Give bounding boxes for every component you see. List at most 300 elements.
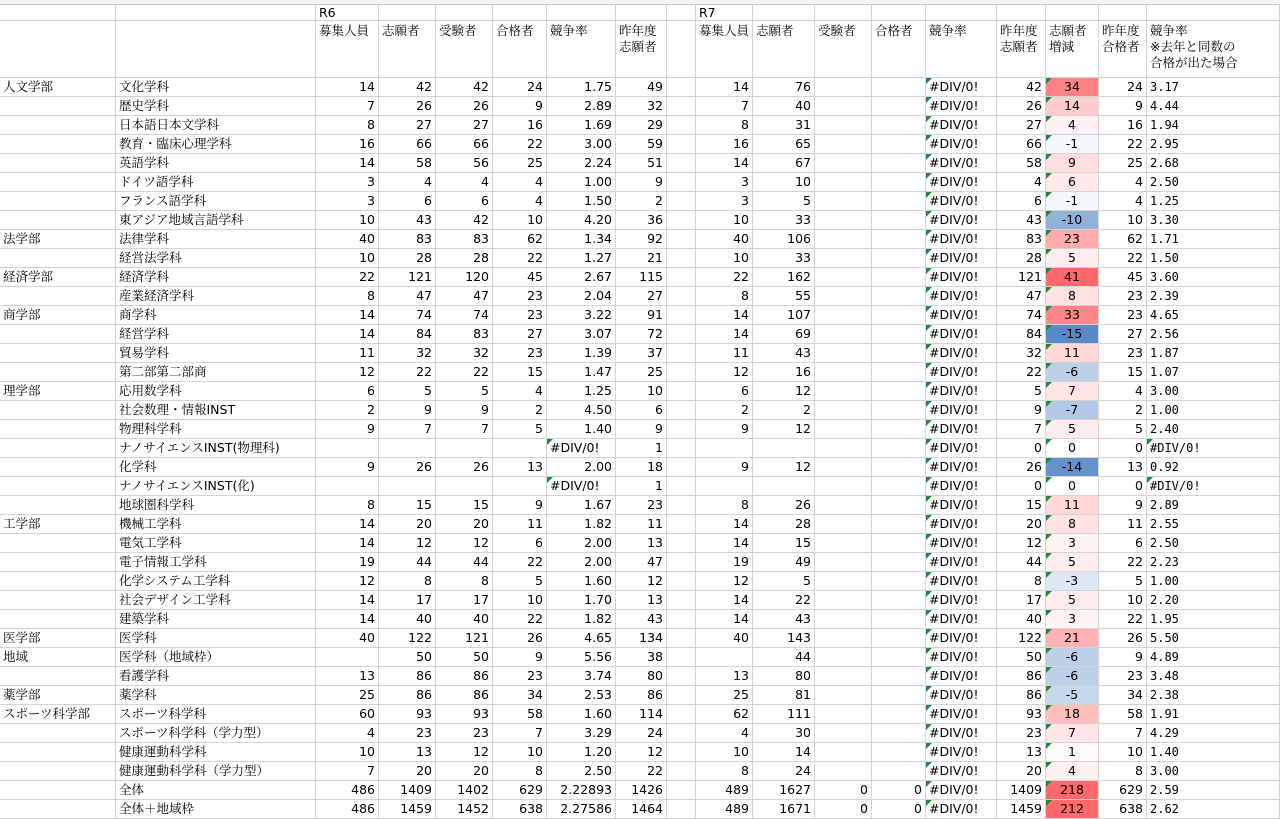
r7-value-cell[interactable]	[815, 306, 872, 325]
r7-value-cell[interactable]: 3.48	[1147, 667, 1280, 686]
r7-value-cell[interactable]	[872, 420, 926, 439]
r6-value-cell[interactable]: 10	[316, 249, 379, 268]
r7-value-cell[interactable]: 2.68	[1147, 154, 1280, 173]
r6-value-cell[interactable]: 47	[379, 287, 436, 306]
r7-value-cell[interactable]: 13	[1099, 458, 1147, 477]
r6-value-cell[interactable]: 23	[379, 724, 436, 743]
r6-value-cell[interactable]: 14	[316, 154, 379, 173]
change-cell[interactable]: -10	[1046, 211, 1099, 230]
r6-value-cell[interactable]: 13	[316, 667, 379, 686]
r6-value-cell[interactable]: 1.60	[547, 705, 616, 724]
r7-value-cell[interactable]: #DIV/0!	[926, 515, 997, 534]
r6-value-cell[interactable]: 3	[316, 192, 379, 211]
r6-value-cell[interactable]: 1.20	[547, 743, 616, 762]
dept-cell[interactable]	[0, 591, 116, 610]
cell-empty[interactable]	[667, 325, 696, 344]
r7-value-cell[interactable]: 5	[753, 192, 815, 211]
r7-value-cell[interactable]: 43	[753, 610, 815, 629]
r6-value-cell[interactable]: 1452	[436, 800, 493, 819]
r7-value-cell[interactable]: 9	[696, 420, 753, 439]
r7-value-cell[interactable]	[815, 325, 872, 344]
r7-value-cell[interactable]	[872, 135, 926, 154]
r7-value-cell[interactable]: 7	[696, 97, 753, 116]
r6-value-cell[interactable]: 2.00	[547, 458, 616, 477]
r7-value-cell[interactable]: #DIV/0!	[926, 230, 997, 249]
r7-value-cell[interactable]: 23	[1099, 287, 1147, 306]
r7-value-cell[interactable]: 0	[872, 781, 926, 800]
r7-value-cell[interactable]: 2	[753, 401, 815, 420]
r6-value-cell[interactable]: 15	[379, 496, 436, 515]
r7-value-cell[interactable]	[815, 610, 872, 629]
r6-value-cell[interactable]: 83	[436, 230, 493, 249]
r6-value-cell[interactable]: 42	[436, 211, 493, 230]
change-cell[interactable]: 18	[1046, 705, 1099, 724]
r7-value-cell[interactable]	[872, 363, 926, 382]
r7-value-cell[interactable]: 40	[997, 610, 1046, 629]
r6-value-cell[interactable]: 2.89	[547, 97, 616, 116]
r6-value-cell[interactable]: 32	[379, 344, 436, 363]
r6-value-cell[interactable]: 26	[436, 458, 493, 477]
r6-value-cell[interactable]: 2	[616, 192, 667, 211]
r7-value-cell[interactable]	[815, 705, 872, 724]
r6-value-cell[interactable]: 2.22893	[547, 781, 616, 800]
r7-value-cell[interactable]	[815, 629, 872, 648]
r7-value-cell[interactable]	[815, 363, 872, 382]
r6-value-cell[interactable]: 5	[493, 572, 547, 591]
r7-value-cell[interactable]: 16	[753, 363, 815, 382]
r7-value-cell[interactable]: 0	[1099, 477, 1147, 496]
cell-empty[interactable]	[667, 553, 696, 572]
r6-value-cell[interactable]: 20	[436, 762, 493, 781]
r7-value-cell[interactable]	[815, 249, 872, 268]
r7-value-cell[interactable]	[872, 762, 926, 781]
r6-value-cell[interactable]: 1.39	[547, 344, 616, 363]
cell-empty[interactable]	[667, 173, 696, 192]
r7-value-cell[interactable]	[815, 287, 872, 306]
r7-value-cell[interactable]: 12	[753, 420, 815, 439]
r6-value-cell[interactable]: 27	[379, 116, 436, 135]
r6-value-cell[interactable]: 7	[316, 97, 379, 116]
r7-value-cell[interactable]: 28	[997, 249, 1046, 268]
r6-value-cell[interactable]: 4.20	[547, 211, 616, 230]
subject-cell[interactable]: 東アジア地域言語学科	[116, 211, 316, 230]
r7-value-cell[interactable]	[815, 458, 872, 477]
r7-value-cell[interactable]: 62	[696, 705, 753, 724]
r7-value-cell[interactable]: 2	[1099, 401, 1147, 420]
dept-cell[interactable]	[0, 344, 116, 363]
r7-value-cell[interactable]	[815, 762, 872, 781]
r6-value-cell[interactable]: 13	[616, 534, 667, 553]
r6-value-cell[interactable]: 40	[379, 610, 436, 629]
r7-value-cell[interactable]	[815, 154, 872, 173]
subject-cell[interactable]: 健康運動科学科	[116, 743, 316, 762]
r6-value-cell[interactable]: 4.65	[547, 629, 616, 648]
r7-value-cell[interactable]: 69	[753, 325, 815, 344]
r7-value-cell[interactable]: 14	[753, 743, 815, 762]
r6-value-cell[interactable]: 36	[616, 211, 667, 230]
r6-value-cell[interactable]: 1	[616, 439, 667, 458]
dept-cell[interactable]	[0, 800, 116, 819]
r7-value-cell[interactable]	[872, 97, 926, 116]
r6-value-cell[interactable]: 12	[616, 743, 667, 762]
r6-value-cell[interactable]: 7	[493, 724, 547, 743]
r6-value-cell[interactable]: 4.50	[547, 401, 616, 420]
r7-value-cell[interactable]: 4	[1099, 173, 1147, 192]
subject-cell[interactable]: 経営法学科	[116, 249, 316, 268]
r7-value-cell[interactable]	[872, 572, 926, 591]
cell-empty[interactable]	[926, 4, 997, 21]
r6-value-cell[interactable]: 20	[379, 515, 436, 534]
r6-value-cell[interactable]: 62	[493, 230, 547, 249]
r7-value-cell[interactable]: 4	[696, 724, 753, 743]
r7-value-cell[interactable]	[872, 116, 926, 135]
r6-value-cell[interactable]: 51	[616, 154, 667, 173]
subject-cell[interactable]: 全体＋地域枠	[116, 800, 316, 819]
r7-value-cell[interactable]: 47	[997, 287, 1046, 306]
r6-value-cell[interactable]: 13	[616, 591, 667, 610]
dept-cell[interactable]: 工学部	[0, 515, 116, 534]
subject-cell[interactable]: 医学科（地域枠）	[116, 648, 316, 667]
r7-value-cell[interactable]: 22	[1099, 249, 1147, 268]
r6-value-cell[interactable]: 23	[493, 306, 547, 325]
r7-value-cell[interactable]	[815, 192, 872, 211]
r7-value-cell[interactable]: 4.29	[1147, 724, 1280, 743]
r7-value-cell[interactable]: 10	[1099, 211, 1147, 230]
subject-cell[interactable]: 社会数理・情報INST	[116, 401, 316, 420]
r7-value-cell[interactable]: 2.20	[1147, 591, 1280, 610]
r7-value-cell[interactable]: 4	[1099, 382, 1147, 401]
r7-value-cell[interactable]: 22	[753, 591, 815, 610]
r6-value-cell[interactable]: 22	[316, 268, 379, 287]
r6-value-cell[interactable]: 4	[379, 173, 436, 192]
change-cell[interactable]: 11	[1046, 344, 1099, 363]
r6-value-cell[interactable]: 8	[436, 572, 493, 591]
r6-value-cell[interactable]: 10	[316, 211, 379, 230]
r7-value-cell[interactable]: 1.94	[1147, 116, 1280, 135]
r6-value-cell[interactable]: 10	[316, 743, 379, 762]
subject-cell[interactable]: ナノサイエンスINST(化)	[116, 477, 316, 496]
r7-value-cell[interactable]: 50	[997, 648, 1046, 667]
r7-value-cell[interactable]	[815, 743, 872, 762]
change-cell[interactable]: 7	[1046, 382, 1099, 401]
dept-cell[interactable]	[0, 496, 116, 515]
cell-empty[interactable]	[667, 97, 696, 116]
r7-value-cell[interactable]: #DIV/0!	[926, 135, 997, 154]
r6-value-cell[interactable]: 2	[493, 401, 547, 420]
r7-value-cell[interactable]: 26	[1099, 629, 1147, 648]
change-cell[interactable]: -6	[1046, 667, 1099, 686]
dept-cell[interactable]	[0, 762, 116, 781]
r7-value-cell[interactable]: 1627	[753, 781, 815, 800]
r7-value-cell[interactable]	[815, 648, 872, 667]
dept-cell[interactable]	[0, 477, 116, 496]
cell-empty[interactable]	[667, 648, 696, 667]
r6-value-cell[interactable]: 50	[436, 648, 493, 667]
r6-value-cell[interactable]: 72	[616, 325, 667, 344]
change-cell[interactable]: -15	[1046, 325, 1099, 344]
r6-value-cell[interactable]: 4	[493, 173, 547, 192]
dept-cell[interactable]	[0, 439, 116, 458]
cell-empty[interactable]	[667, 610, 696, 629]
subject-cell[interactable]: フランス語学科	[116, 192, 316, 211]
r6-value-cell[interactable]: 26	[379, 458, 436, 477]
r6-value-cell[interactable]: 121	[379, 268, 436, 287]
cell-empty[interactable]	[547, 4, 616, 21]
r7-value-cell[interactable]: 489	[696, 781, 753, 800]
r7-value-cell[interactable]: 2.50	[1147, 173, 1280, 192]
r6-value-cell[interactable]: 1.82	[547, 515, 616, 534]
r7-value-cell[interactable]: 8	[696, 287, 753, 306]
r7-value-cell[interactable]: 7	[997, 420, 1046, 439]
cell-empty[interactable]	[667, 686, 696, 705]
r7-value-cell[interactable]	[872, 439, 926, 458]
r7-value-cell[interactable]: 1.40	[1147, 743, 1280, 762]
cell-empty[interactable]	[493, 4, 547, 21]
r7-value-cell[interactable]: 93	[997, 705, 1046, 724]
r6-value-cell[interactable]: 21	[616, 249, 667, 268]
r6-value-cell[interactable]: 22	[493, 553, 547, 572]
r6-value-cell[interactable]: 629	[493, 781, 547, 800]
r7-value-cell[interactable]: #DIV/0!	[926, 78, 997, 97]
subject-cell[interactable]: 英語学科	[116, 154, 316, 173]
r7-value-cell[interactable]	[872, 325, 926, 344]
r7-value-cell[interactable]: #DIV/0!	[926, 724, 997, 743]
dept-cell[interactable]	[0, 667, 116, 686]
subject-cell[interactable]: 機械工学科	[116, 515, 316, 534]
r6-value-cell[interactable]: 1464	[616, 800, 667, 819]
change-cell[interactable]: 1	[1046, 743, 1099, 762]
cell-empty[interactable]	[1046, 4, 1099, 21]
r6-value-cell[interactable]: 23	[436, 724, 493, 743]
cell-empty[interactable]	[667, 249, 696, 268]
r6-value-cell[interactable]: 58	[493, 705, 547, 724]
r6-value-cell[interactable]: 23	[616, 496, 667, 515]
r7-value-cell[interactable]: 25	[1099, 154, 1147, 173]
r7-value-cell[interactable]: 80	[753, 667, 815, 686]
r7-value-cell[interactable]	[872, 401, 926, 420]
r7-value-cell[interactable]: 27	[997, 116, 1046, 135]
cell-empty[interactable]	[667, 800, 696, 819]
cell-empty[interactable]	[667, 439, 696, 458]
r7-value-cell[interactable]: 23	[1099, 306, 1147, 325]
change-cell[interactable]: 5	[1046, 553, 1099, 572]
r6-value-cell[interactable]: 9	[493, 496, 547, 515]
r6-value-cell[interactable]: 6	[436, 192, 493, 211]
change-cell[interactable]: -6	[1046, 363, 1099, 382]
r7-value-cell[interactable]: 0	[1099, 439, 1147, 458]
dept-cell[interactable]	[0, 743, 116, 762]
r7-value-cell[interactable]: 34	[1099, 686, 1147, 705]
dept-cell[interactable]	[0, 325, 116, 344]
dept-cell[interactable]	[0, 173, 116, 192]
r6-value-cell[interactable]: 86	[616, 686, 667, 705]
r7-value-cell[interactable]: 42	[997, 78, 1046, 97]
r7-value-cell[interactable]: 2.56	[1147, 325, 1280, 344]
r7-value-cell[interactable]: #DIV/0!	[926, 287, 997, 306]
r7-value-cell[interactable]: 30	[753, 724, 815, 743]
r7-value-cell[interactable]: 2.89	[1147, 496, 1280, 515]
subject-cell[interactable]: 日本語日本文学科	[116, 116, 316, 135]
r7-value-cell[interactable]: 15	[753, 534, 815, 553]
r6-value-cell[interactable]: 11	[616, 515, 667, 534]
r7-value-cell[interactable]: 9	[997, 401, 1046, 420]
r6-value-cell[interactable]: 27	[436, 116, 493, 135]
cell-empty[interactable]	[667, 306, 696, 325]
r6-value-cell[interactable]: 19	[316, 553, 379, 572]
change-cell[interactable]: 14	[1046, 97, 1099, 116]
dept-cell[interactable]	[0, 724, 116, 743]
r7-value-cell[interactable]	[815, 268, 872, 287]
r7-value-cell[interactable]	[815, 686, 872, 705]
r7-value-cell[interactable]: 14	[696, 78, 753, 97]
column-header-r6[interactable]: 合格者	[493, 21, 547, 78]
r7-value-cell[interactable]: 33	[753, 249, 815, 268]
r6-value-cell[interactable]: 9	[616, 173, 667, 192]
cell-empty[interactable]	[667, 781, 696, 800]
r7-value-cell[interactable]	[872, 344, 926, 363]
r7-value-cell[interactable]: #DIV/0!	[926, 116, 997, 135]
r6-value-cell[interactable]: 10	[616, 382, 667, 401]
r6-value-cell[interactable]: 59	[616, 135, 667, 154]
change-cell[interactable]: 5	[1046, 249, 1099, 268]
r6-value-cell[interactable]: 13	[379, 743, 436, 762]
cell-empty[interactable]	[667, 78, 696, 97]
r6-value-cell[interactable]: 9	[316, 420, 379, 439]
r7-value-cell[interactable]: 2.23	[1147, 553, 1280, 572]
r7-value-cell[interactable]: #DIV/0!	[926, 648, 997, 667]
r6-value-cell[interactable]: 2.27586	[547, 800, 616, 819]
change-cell[interactable]: 0	[1046, 439, 1099, 458]
subject-cell[interactable]: 物理科学科	[116, 420, 316, 439]
r7-value-cell[interactable]: 1.50	[1147, 249, 1280, 268]
r7-value-cell[interactable]	[872, 382, 926, 401]
r7-value-cell[interactable]: 49	[753, 553, 815, 572]
r7-value-cell[interactable]: 13	[696, 667, 753, 686]
r7-value-cell[interactable]	[872, 287, 926, 306]
r6-value-cell[interactable]: 84	[379, 325, 436, 344]
r6-value-cell[interactable]: 12	[316, 363, 379, 382]
r6-value-cell[interactable]: 7	[316, 762, 379, 781]
r7-value-cell[interactable]	[872, 705, 926, 724]
cell-empty[interactable]	[667, 116, 696, 135]
cell-empty[interactable]	[667, 192, 696, 211]
r6-value-cell[interactable]: 86	[379, 686, 436, 705]
r6-value-cell[interactable]: 1.50	[547, 192, 616, 211]
r6-value-cell[interactable]: 6	[316, 382, 379, 401]
r6-value-cell[interactable]: 26	[493, 629, 547, 648]
cell-empty[interactable]	[667, 629, 696, 648]
cell-empty[interactable]	[667, 743, 696, 762]
subject-cell[interactable]: 法律学科	[116, 230, 316, 249]
r7-value-cell[interactable]	[815, 116, 872, 135]
cell-empty[interactable]	[616, 4, 667, 21]
r7-value-cell[interactable]: 31	[753, 116, 815, 135]
change-cell[interactable]: 33	[1046, 306, 1099, 325]
r6-value-cell[interactable]: 1.47	[547, 363, 616, 382]
r7-value-cell[interactable]	[815, 78, 872, 97]
cell-empty[interactable]	[667, 344, 696, 363]
r6-value-cell[interactable]: 28	[379, 249, 436, 268]
r6-value-cell[interactable]: 16	[316, 135, 379, 154]
r6-value-cell[interactable]: 486	[316, 800, 379, 819]
change-cell[interactable]: 4	[1046, 762, 1099, 781]
r7-value-cell[interactable]: 3.30	[1147, 211, 1280, 230]
r7-value-cell[interactable]: 27	[1099, 325, 1147, 344]
subject-cell[interactable]: スポーツ科学科（学力型）	[116, 724, 316, 743]
dept-cell[interactable]: 薬学部	[0, 686, 116, 705]
r7-value-cell[interactable]	[872, 534, 926, 553]
r6-value-cell[interactable]: 22	[436, 363, 493, 382]
r7-value-cell[interactable]: 74	[997, 306, 1046, 325]
r7-value-cell[interactable]: 15	[997, 496, 1046, 515]
r6-value-cell[interactable]: 114	[616, 705, 667, 724]
r7-value-cell[interactable]: 76	[753, 78, 815, 97]
change-cell[interactable]: -7	[1046, 401, 1099, 420]
r6-value-cell[interactable]: 2.24	[547, 154, 616, 173]
r7-value-cell[interactable]: 15	[1099, 363, 1147, 382]
r6-value-cell[interactable]: 14	[316, 591, 379, 610]
r6-value-cell[interactable]: 93	[379, 705, 436, 724]
column-header-r6[interactable]: 昨年度 志願者	[616, 21, 667, 78]
subject-cell[interactable]: 薬学科	[116, 686, 316, 705]
cell-empty[interactable]	[667, 4, 696, 21]
cell-empty[interactable]	[667, 477, 696, 496]
r6-value-cell[interactable]: 92	[616, 230, 667, 249]
r6-value-cell[interactable]: 60	[316, 705, 379, 724]
r6-value-cell[interactable]: 22	[493, 610, 547, 629]
r7-value-cell[interactable]: 6	[1099, 534, 1147, 553]
r6-value-cell[interactable]: 1.25	[547, 382, 616, 401]
change-cell[interactable]: 23	[1046, 230, 1099, 249]
change-cell[interactable]: 9	[1046, 154, 1099, 173]
r7-value-cell[interactable]: 11	[1099, 515, 1147, 534]
subject-cell[interactable]: ナノサイエンスINST(物理科)	[116, 439, 316, 458]
r7-value-cell[interactable]: 17	[997, 591, 1046, 610]
r7-value-cell[interactable]	[815, 173, 872, 192]
cell-empty[interactable]	[667, 667, 696, 686]
r7-value-cell[interactable]: #DIV/0!	[926, 553, 997, 572]
r7-value-cell[interactable]: 10	[696, 743, 753, 762]
r7-value-cell[interactable]: #DIV/0!	[926, 173, 997, 192]
r7-value-cell[interactable]: 0	[997, 439, 1046, 458]
r7-value-cell[interactable]	[872, 230, 926, 249]
r7-value-cell[interactable]: 3.60	[1147, 268, 1280, 287]
change-cell[interactable]: 8	[1046, 287, 1099, 306]
r6-value-cell[interactable]: 16	[493, 116, 547, 135]
r6-value-cell[interactable]	[493, 477, 547, 496]
r7-value-cell[interactable]: 23	[997, 724, 1046, 743]
dept-cell[interactable]	[0, 249, 116, 268]
dept-cell[interactable]: 商学部	[0, 306, 116, 325]
r6-value-cell[interactable]: 43	[616, 610, 667, 629]
r7-value-cell[interactable]	[696, 648, 753, 667]
dept-cell[interactable]	[0, 192, 116, 211]
r7-value-cell[interactable]: 22	[997, 363, 1046, 382]
r6-value-cell[interactable]: 45	[493, 268, 547, 287]
change-cell[interactable]: 6	[1046, 173, 1099, 192]
r7-value-cell[interactable]: #DIV/0!	[926, 420, 997, 439]
subject-cell[interactable]: 健康運動科学科（学力型）	[116, 762, 316, 781]
r6-value-cell[interactable]: 22	[493, 135, 547, 154]
r7-value-cell[interactable]	[872, 724, 926, 743]
r6-value-cell[interactable]: 20	[379, 762, 436, 781]
r6-value-cell[interactable]: 8	[379, 572, 436, 591]
subject-cell[interactable]: 産業経済学科	[116, 287, 316, 306]
r6-value-cell[interactable]	[379, 439, 436, 458]
r7-value-cell[interactable]: #DIV/0!	[926, 458, 997, 477]
r7-value-cell[interactable]: #DIV/0!	[926, 439, 997, 458]
r7-value-cell[interactable]: 8	[696, 496, 753, 515]
